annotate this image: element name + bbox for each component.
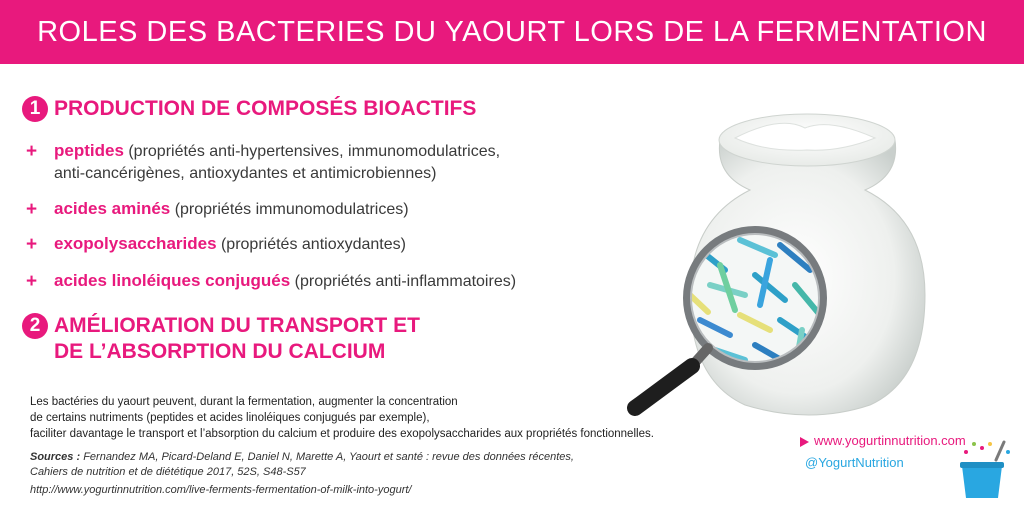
note-line-3: faciliter davantage le transport et l’absorption du calcium et produire des exopolysaccharides aux propriétés fonctionnelles. — [30, 428, 654, 440]
desc: (propriétés immunomodulatrices) — [170, 201, 409, 218]
play-arrow-icon — [800, 437, 809, 447]
list-item-acides-linoleiques — [54, 270, 614, 293]
section-title-2 — [54, 313, 420, 365]
desc: (propriétés anti-hypertensives, immunomodulatrices, — [123, 143, 501, 160]
section-title-2-line2: DE L’ABSORPTION DU CALCIUM — [54, 340, 386, 363]
section-title-1: PRODUCTION DE COMPOSÉS BIOACTIFS — [54, 97, 477, 120]
desc-cont: anti-cancérigènes, antioxydantes et antimicrobiennes) — [54, 165, 437, 182]
desc: (propriétés antioxydantes) — [216, 236, 406, 253]
term: acides aminés — [54, 199, 171, 218]
source-url[interactable]: http://www.yogurtinnutrition.com/live-ferments-fermentation-of-milk-into-yogurt/ — [30, 484, 412, 496]
term: acides linoléiques conjugués — [54, 271, 291, 290]
plus-icon: + — [26, 199, 38, 220]
page-title: ROLES DES BACTERIES DU YAOURT LORS DE LA FERMENTATION — [37, 16, 987, 48]
header-bar — [0, 0, 1024, 64]
sources-label: Sources : — [30, 451, 81, 463]
term: peptides — [54, 141, 124, 160]
website-text: www.yogurtinnutrition.com — [814, 433, 966, 448]
term: exopolysaccharides — [54, 234, 217, 253]
plus-icon: + — [26, 234, 38, 255]
note-line-2: de certains nutriments (peptides et acides linoléiques conjugués par exemple), — [30, 412, 430, 424]
twitter-handle[interactable]: @YogurtNutrition — [805, 455, 904, 470]
website-link[interactable] — [800, 433, 966, 448]
summary-note — [30, 394, 750, 442]
note-line-1: Les bactéries du yaourt peuvent, durant la fermentation, augmenter la concentration — [30, 396, 458, 408]
sources-citation — [30, 450, 670, 480]
sources-text-1: Fernandez MA, Picard-Deland E, Daniel N, Marette A, Yaourt et santé : revue des données récentes, — [80, 451, 574, 463]
desc: (propriétés anti-inflammatoires) — [290, 273, 517, 290]
section-number-1: 1 — [22, 96, 48, 122]
yogurt-cup-logo-icon — [952, 438, 1012, 502]
plus-icon: + — [26, 141, 38, 162]
section-title-2-line1: AMÉLIORATION DU TRANSPORT ET — [54, 314, 420, 337]
yogurt-jar-illustration — [540, 80, 940, 420]
sources-text-2: Cahiers de nutrition et de diététique 2017, 52S, S48-S57 — [30, 466, 306, 478]
list-item-exopolysaccharides — [54, 233, 614, 256]
list-item-acides-amines — [54, 198, 614, 221]
list-item-peptides — [54, 140, 614, 185]
plus-icon: + — [26, 271, 38, 292]
section-number-2: 2 — [22, 313, 48, 339]
